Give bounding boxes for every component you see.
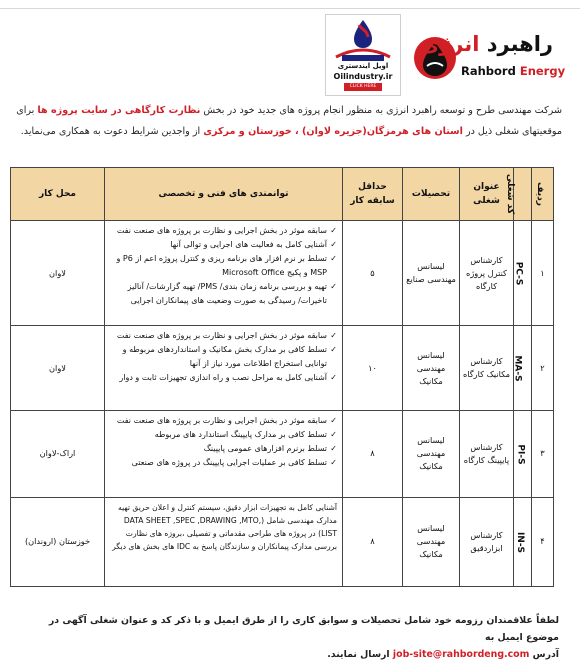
row-number: ۲: [532, 326, 554, 410]
rahbord-english-name: Rahbord Energy: [461, 64, 566, 78]
table-header-row: [11, 168, 554, 221]
row-number: ۳: [532, 410, 554, 497]
skill-item: ✓ تسلط کافی بر مدارک پایپینگ استاندارد های مربوطه: [108, 428, 337, 442]
job-title: کارشناس پایپینگ کارگاه: [460, 410, 514, 497]
skills-cell: [105, 221, 343, 326]
job-code: PI-S: [514, 410, 532, 497]
skill-item: ✓ تهیه و بررسی برنامه زمان بندی/ PMS/ تهیه گزارشات/ آنالیز تاخیرات/ رسیدگی به صورت وضعیت های پیمانکاران اجرایی: [108, 280, 337, 308]
intro-highlight-provinces: استان های هرمزگان(جزیره لاوان) ، خوزستان و مرکزی: [203, 126, 463, 137]
header-job-code: کد شغلی: [514, 168, 532, 221]
experience: ۸: [343, 410, 403, 497]
work-location: لاوان: [11, 221, 105, 326]
work-location: خوزستان (اروندان): [11, 497, 105, 586]
oilindustry-persian-name: اویل ایندستری: [337, 62, 389, 70]
skill-item: ✓ سابقه موثر در بخش اجرایی و نظارت بر پروژه های صنعت نفت: [108, 414, 337, 428]
skill-item: ✓ سابقه موثر در بخش اجرایی و نظارت بر پروژه های صنعت نفت: [108, 224, 337, 238]
experience: ۵: [343, 221, 403, 326]
header-job-title: عنوان شغلی: [460, 168, 514, 221]
education: لیسانس مهندسی مکانیک: [403, 497, 460, 586]
skill-paragraph: آشنایی کامل به تجهیزات ابزار دقیق، سیستم کنترل و اعلان حریق تهیه مدارک مهندسی شامل (DATA SHEET ,SPEC ,DRAWING ,MTO, LIST) در پروژه های طراحی مقدماتی و تفصیلی ،بروزه های نظارت بررسی مدارک پیمانکاران و سازندگان پاسخ به IDC های بخش های دیگر: [112, 502, 337, 551]
skill-item: ✓ تسلط کافی بر مدارک بخش مکانیک و استانداردهای مربوطه و توانایی استخراج اطلاعات مورد نیاز از آنها: [108, 343, 337, 371]
work-location: لاوان: [11, 326, 105, 410]
education: لیسانس مهندسی صنایع: [403, 221, 460, 326]
skill-item: ✓ تسلط کافی بر عملیات اجرایی پایپینگ در پروژه های صنعتی: [108, 456, 337, 470]
skill-item: ✓ آشنایی کامل به فعالیت های اجرایی و توالی آنها: [108, 238, 337, 252]
click-here-button[interactable]: CLICK HERE: [344, 83, 382, 91]
intro-highlight-section: نظارت کارگاهی در سایت پروژه ها: [37, 105, 201, 116]
education: لیسانس مهندسی مکانیک: [403, 410, 460, 497]
skills-cell: [105, 497, 343, 586]
skills-cell: [105, 326, 343, 410]
contact-email-link[interactable]: job-site@rahbordeng.com: [392, 649, 530, 660]
table-row: [11, 497, 554, 586]
oilindustry-logo-icon: [326, 17, 400, 63]
table-row: [11, 410, 554, 497]
skill-item: ✓ سابقه موثر در بخش اجرایی و نظارت بر پروژه های صنعت نفت: [108, 329, 337, 343]
job-title: کارشناس مکانیک کارگاه: [460, 326, 514, 410]
header-skills: توانمندی های فنی و تخصصی: [105, 168, 343, 221]
header-row-number: ردیف: [532, 168, 554, 221]
table-row: [11, 221, 554, 326]
header-experience: حداقل سابقه کار: [343, 168, 403, 221]
skill-item: ✓ تسلط بر نرم افزار های برنامه ریزی و کنترل پروژه اعم از P6 و MSP و پکیج Microsoft Office: [108, 252, 337, 280]
skill-item: ✓ آشنایی کامل به مراحل نصب و راه اندازی تجهیزات ثابت و دوار: [108, 371, 337, 385]
table-row: [11, 326, 554, 410]
header-education: تحصیلات: [403, 168, 460, 221]
work-location: اراک-لاوان: [11, 410, 105, 497]
skills-cell: [105, 410, 343, 497]
job-code: PC-S: [514, 221, 532, 326]
education: لیسانس مهندسی مکانیک: [403, 326, 460, 410]
rahbord-energy-logo: [405, 26, 566, 90]
header-location: محل کار: [11, 168, 105, 221]
experience: ۱۰: [343, 326, 403, 410]
skill-item: ✓ تسلط برنرم افزارهای عمومی پایپینگ: [108, 442, 337, 456]
rahbord-persian-name: راهبرد انرژی: [419, 32, 553, 56]
oilindustry-logo[interactable]: [325, 14, 401, 96]
job-title: کارشناس کنترل پروژه کارگاه: [460, 221, 514, 326]
jobs-table: [10, 167, 554, 587]
application-instructions: لطفاً علاقمندان رزومه خود شامل تحصیلات و سوابق کاری را از طرق ایمیل و با ذکر کد و عنوان شغلی آگهی در موضوع ایمیل به آدرس job-site@rahbordeng.com ارسال نمایند.: [48, 615, 559, 660]
job-code: IN-S: [514, 497, 532, 586]
oilindustry-domain: Oilindustry.ir: [333, 72, 393, 81]
experience: ۸: [343, 497, 403, 586]
row-number: ۱: [532, 221, 554, 326]
job-title: کارشناس ابزاردقیق: [460, 497, 514, 586]
top-divider: [0, 8, 580, 9]
row-number: ۴: [532, 497, 554, 586]
intro-paragraph: شرکت مهندسی طرح و توسعه راهبرد انرژی به منظور انجام پروژه های جدید خود در بخش نظارت کارگاهی در سایت پروژه ها برای موقعیتهای شغلی ذیل در استان های هرمزگان(جزیره لاوان) ، خوزستان و مرکزی از واجدین شرایط دعوت به همکاری می‌نماید.: [16, 105, 562, 137]
job-code: MA-S: [514, 326, 532, 410]
